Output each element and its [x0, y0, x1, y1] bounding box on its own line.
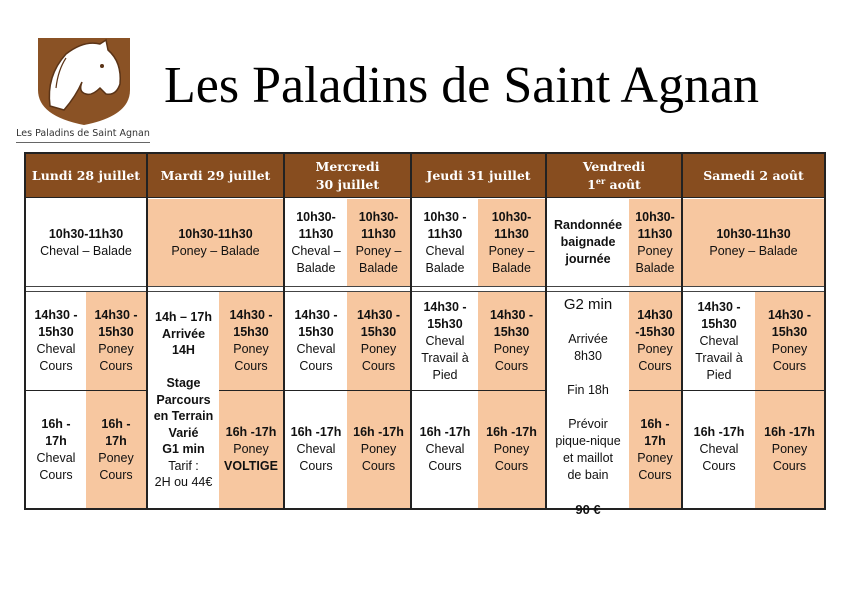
jeudi-pm1-poney-cell: [478, 292, 545, 390]
samedi-pm1-cheval-activity: Cheval Travail à Pied: [695, 333, 743, 382]
vendredi-stage-arrival: Arrivée 8h30: [568, 332, 608, 363]
vendredi-pm1-poney-cell: [629, 292, 681, 390]
lundi-morning-time: 10h30-11h30: [48, 226, 124, 241]
lundi-pm2-cheval-cell: [26, 391, 86, 508]
jeudi-pm1-cheval-activity: Cheval Travail à Pied: [421, 333, 469, 382]
mercredi-pm1-cheval-cell: [285, 292, 347, 390]
mardi-stage-time: 14h – 17h: [155, 310, 212, 325]
horse-head-logo-icon: [36, 36, 132, 126]
vendredi-pm1-poney-activity: Poney Cours: [637, 342, 673, 373]
mardi-pm2-poney-activity: Poney: [233, 442, 269, 456]
mercredi-pm2-poney-activity: Poney Cours: [360, 442, 397, 473]
mercredi-pm1-poney-cell: [347, 292, 410, 390]
mardi-pm2-poney-time: 16h -17h: [225, 425, 277, 439]
vendredi-stage-end: Fin 18h: [567, 383, 609, 397]
vendredi-stage-price: 90 €: [575, 502, 601, 517]
mardi-stage-title: Stage Parcours en Terrain Varié: [153, 376, 214, 440]
jeudi-morning-cheval-time: 10h30 - 11h30: [423, 209, 467, 241]
samedi-morning-cell: [683, 199, 824, 286]
lundi-pm1-poney-time: 14h30 - 15h30: [94, 308, 138, 339]
mercredi-pm1-poney-activity: Poney Cours: [360, 342, 397, 373]
mardi-pm1-poney-activity: Poney Cours: [233, 342, 269, 373]
page-title: Les Paladins de Saint Agnan: [164, 57, 760, 114]
lundi-pm1-cheval-cell: [26, 292, 86, 390]
vendredi-morning-poney-cell: [629, 199, 681, 286]
mardi-pm2-poney-cell: [219, 391, 283, 508]
lundi-pm2-cheval-time: 16h - 17h: [41, 416, 71, 448]
mardi-morning-time: 10h30-11h30: [178, 226, 253, 241]
jeudi-morning-poney-cell: [478, 199, 545, 286]
jeudi-pm2-poney-cell: [478, 391, 545, 508]
logo-underline: [16, 142, 150, 143]
lundi-pm2-poney-time: 16h - 17h: [101, 416, 131, 448]
column-divider: [410, 154, 412, 508]
vendredi-month: août: [605, 176, 641, 192]
mercredi-morning-poney-activity: Poney – Balade: [355, 243, 402, 275]
samedi-pm1-poney-activity: Poney Cours: [771, 342, 808, 373]
samedi-pm1-poney-cell: [755, 292, 824, 390]
mercredi-morning-cheval-activity: Cheval – Balade: [291, 243, 341, 275]
vendredi-pm2-poney-time: 16h - 17h: [640, 416, 670, 448]
vendredi-pm2-poney-cell: [629, 391, 681, 508]
vendredi-label: Vendredi: [582, 158, 646, 174]
mardi-pm1-poney-cell: [219, 292, 283, 390]
lundi-pm1-poney-activity: Poney Cours: [98, 342, 134, 373]
mercredi-pm1-cheval-time: 14h30 - 15h30: [294, 308, 338, 339]
column-divider: [545, 154, 547, 508]
vendredi-date-num: 1: [587, 176, 596, 192]
vendredi-pm2-poney-activity: Poney Cours: [637, 450, 673, 482]
vendredi-rando-cell: [547, 199, 629, 286]
samedi-pm2-poney-activity: Poney Cours: [771, 442, 808, 473]
samedi-pm1-cheval-time: 14h30 - 15h30: [697, 299, 741, 331]
jeudi-morning-cheval-activity: Cheval Balade: [425, 243, 465, 275]
jeudi-pm1-poney-activity: Poney Cours: [493, 342, 530, 373]
lundi-pm1-cheval-activity: Cheval Cours: [36, 342, 76, 373]
lundi-pm1-poney-cell: [86, 292, 146, 390]
samedi-pm2-cheval-cell: [683, 391, 755, 508]
lundi-morning-activity: Cheval – Balade: [40, 243, 132, 258]
vendredi-stage-level: G2 min: [563, 296, 613, 313]
mercredi-morning-poney-time: 10h30- 11h30: [358, 209, 399, 241]
club-logo: [14, 36, 152, 146]
schedule-table: [24, 152, 826, 517]
jeudi-pm2-cheval-activity: Cheval Cours: [425, 442, 465, 473]
samedi-pm2-poney-time: 16h -17h: [764, 425, 815, 439]
day-header-jeudi: Jeudi 31 juillet: [412, 154, 545, 197]
mardi-pm2-voltige: VOLTIGE: [224, 459, 278, 473]
column-divider: [283, 154, 285, 508]
lundi-pm1-cheval-time: 14h30 - 15h30: [34, 308, 78, 339]
vendredi-date-sup: er: [595, 175, 606, 186]
samedi-pm1-poney-time: 14h30 - 15h30: [767, 308, 812, 339]
lundi-morning-cell: [26, 199, 146, 286]
vendredi-morning-poney-time: 10h30- 11h30: [635, 209, 675, 241]
samedi-pm2-poney-cell: [755, 391, 824, 508]
mardi-pm1-poney-time: 14h30 - 15h30: [229, 308, 273, 339]
logo-caption: Les Paladins de Saint Agnan: [16, 128, 150, 139]
jeudi-pm2-cheval-time: 16h -17h: [419, 425, 471, 439]
jeudi-pm1-cheval-time: 14h30 - 15h30: [423, 299, 467, 331]
day-header-samedi: Samedi 2 août: [683, 154, 824, 197]
day-header-vendredi: [547, 154, 681, 197]
vendredi-pm1-poney-time: 14h30 -15h30: [635, 308, 675, 339]
mercredi-pm1-cheval-activity: Cheval Cours: [296, 342, 336, 373]
jeudi-pm2-poney-time: 16h -17h: [486, 425, 537, 439]
mardi-morning-activity: Poney – Balade: [171, 243, 260, 258]
day-header-lundi: Lundi 28 juillet: [26, 154, 146, 197]
samedi-morning-time: 10h30-11h30: [716, 226, 791, 241]
samedi-pm2-cheval-activity: Cheval Cours: [699, 442, 739, 473]
jeudi-pm2-poney-activity: Poney Cours: [493, 442, 530, 473]
vendredi-morning-poney-activity: Poney Balade: [635, 243, 675, 275]
mercredi-morning-poney-cell: [347, 199, 410, 286]
mardi-stage-arrival: Arrivée 14H: [161, 326, 206, 358]
jeudi-morning-poney-time: 10h30- 11h30: [491, 209, 532, 241]
samedi-morning-activity: Poney – Balade: [709, 243, 798, 258]
samedi-pm2-cheval-time: 16h -17h: [693, 425, 745, 439]
vendredi-rando-text: Randonnée baignade journée: [553, 218, 623, 266]
samedi-pm1-cheval-cell: [683, 292, 755, 390]
mercredi-pm2-cheval-activity: Cheval Cours: [296, 442, 336, 473]
mercredi-pm2-poney-cell: [347, 391, 410, 508]
mercredi-pm2-cheval-cell: [285, 391, 347, 508]
jeudi-pm1-cheval-cell: [412, 292, 478, 390]
vendredi-stage-cell: [547, 292, 629, 517]
mardi-morning-cell: [148, 199, 283, 286]
mercredi-pm2-cheval-time: 16h -17h: [290, 425, 342, 439]
column-divider: [681, 154, 683, 508]
mardi-stage-tarif: Tarif : 2H ou 44€: [154, 458, 213, 490]
lundi-pm2-poney-activity: Poney Cours: [98, 450, 134, 482]
mardi-stage-level: G1 min: [162, 442, 205, 457]
mercredi-pm2-poney-time: 16h -17h: [353, 425, 404, 439]
day-header-mardi: Mardi 29 juillet: [148, 154, 283, 197]
vendredi-stage-bring: Prévoir pique-nique et maillot de bain: [555, 417, 621, 482]
column-divider: [146, 154, 148, 508]
lundi-pm2-poney-cell: [86, 391, 146, 508]
lundi-pm2-cheval-activity: Cheval Cours: [36, 450, 76, 482]
mardi-stage-cell: [148, 292, 219, 508]
jeudi-pm2-cheval-cell: [412, 391, 478, 508]
mercredi-morning-cheval-time: 10h30- 11h30: [296, 209, 336, 241]
mercredi-pm1-poney-time: 14h30 - 15h30: [356, 308, 401, 339]
day-header-mercredi: Mercredi 30 juillet: [285, 154, 410, 197]
jeudi-morning-cheval-cell: [412, 199, 478, 286]
mercredi-morning-cheval-cell: [285, 199, 347, 286]
jeudi-pm1-poney-time: 14h30 - 15h30: [489, 308, 534, 339]
jeudi-morning-poney-activity: Poney – Balade: [488, 243, 535, 275]
